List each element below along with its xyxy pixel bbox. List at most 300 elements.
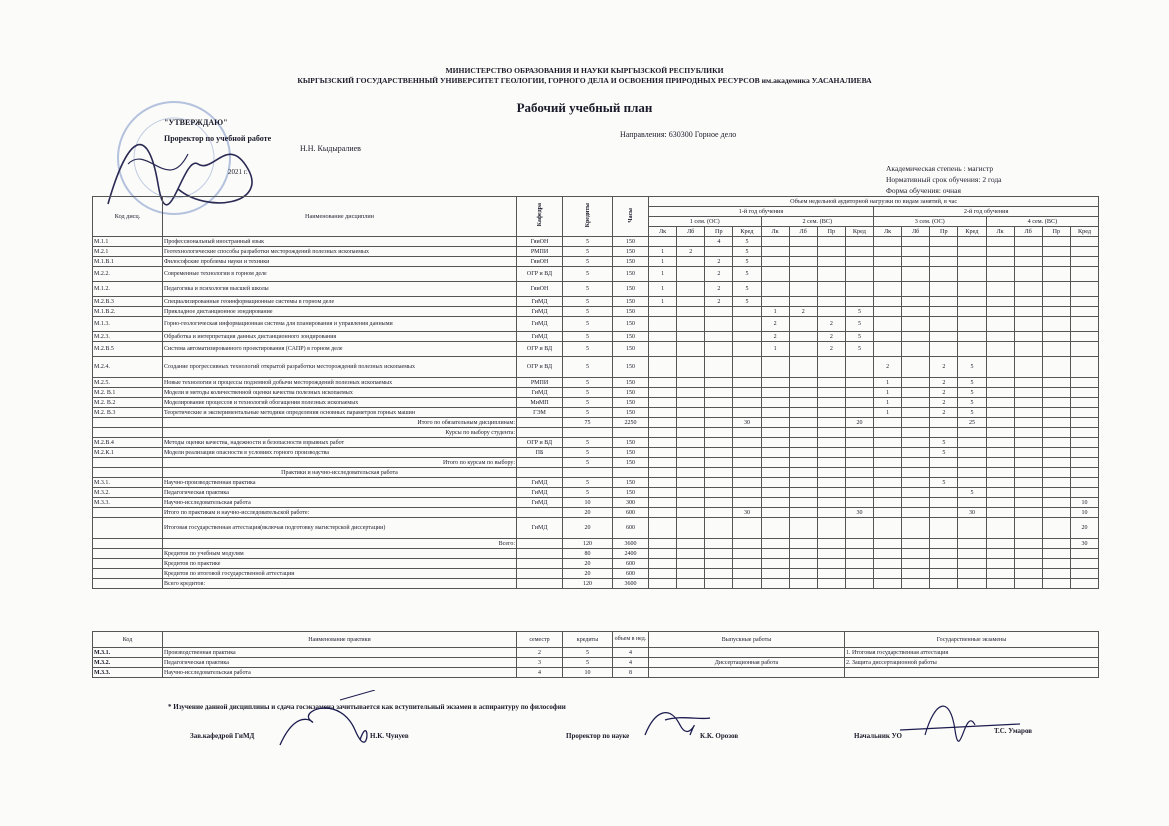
table-row bbox=[93, 342, 1099, 357]
signature-vice-rector-role: Проректор по науке bbox=[566, 732, 630, 740]
row-sem-cell bbox=[733, 468, 761, 478]
row-sem-cell bbox=[649, 488, 677, 498]
row-hours: 150 bbox=[613, 332, 649, 342]
row-dept bbox=[517, 539, 563, 549]
row-sem-cell bbox=[1070, 559, 1098, 569]
row-sem-cell bbox=[930, 579, 958, 589]
row-sem-cell bbox=[789, 247, 817, 257]
row-sem-cell: 2 bbox=[930, 378, 958, 388]
row-sem-cell bbox=[1014, 307, 1042, 317]
row-sem-cell bbox=[705, 458, 733, 468]
col-name: Наименование дисциплин bbox=[163, 197, 517, 237]
row-sem-cell bbox=[733, 438, 761, 448]
row-sem-cell bbox=[845, 458, 873, 468]
row-name: Педагогическая практика bbox=[163, 488, 517, 498]
row-sem-cell bbox=[874, 428, 902, 438]
row-sem-cell bbox=[902, 267, 930, 282]
row-label: Итого по практикам и научно-исследовательской работе: bbox=[163, 508, 517, 518]
row-sem-cell bbox=[733, 539, 761, 549]
row-sem-cell bbox=[874, 539, 902, 549]
row-name: Методы оценки качества, надежности и безопасности взрывных работ bbox=[163, 438, 517, 448]
row-sem-cell bbox=[677, 518, 705, 539]
row-sem-cell bbox=[677, 498, 705, 508]
prac-name: Педагогическая практика bbox=[163, 658, 517, 668]
table-row bbox=[93, 488, 1099, 498]
row-sem-cell bbox=[874, 549, 902, 559]
row-sem-cell bbox=[845, 488, 873, 498]
row-sem-cell: 5 bbox=[733, 267, 761, 282]
row-sem-cell bbox=[902, 458, 930, 468]
prac-sem: 2 bbox=[517, 648, 563, 658]
row-sem-cell bbox=[761, 267, 789, 282]
row-sem-cell bbox=[649, 448, 677, 458]
row-dept: ГиМД bbox=[517, 478, 563, 488]
row-sem-cell bbox=[845, 247, 873, 257]
row-sem-cell bbox=[705, 539, 733, 549]
row-sem-cell bbox=[1014, 408, 1042, 418]
row-sem-cell: 2 bbox=[930, 357, 958, 378]
row-hours: 150 bbox=[613, 317, 649, 332]
row-sem-cell bbox=[649, 398, 677, 408]
row-sem-cell bbox=[902, 398, 930, 408]
prac-credits: 5 bbox=[563, 648, 613, 658]
row-sem-cell bbox=[874, 448, 902, 458]
row-sem-cell bbox=[902, 488, 930, 498]
row-sem-cell bbox=[817, 378, 845, 388]
row-sem-cell bbox=[958, 257, 986, 267]
row-label: Итоговая государственная аттестация(включая подготовку магистерской диссертации) bbox=[163, 518, 517, 539]
row-sem-cell bbox=[1014, 388, 1042, 398]
row-sem-cell bbox=[902, 307, 930, 317]
row-sem-cell bbox=[1070, 357, 1098, 378]
col-sub-0: Лк bbox=[649, 227, 677, 237]
row-dept: ГяиОН bbox=[517, 282, 563, 297]
approval-year: 2021 г. bbox=[228, 168, 248, 176]
row-sem-cell bbox=[677, 428, 705, 438]
row-sem-cell: 1 bbox=[874, 408, 902, 418]
row-sem-cell bbox=[1014, 398, 1042, 408]
row-hours: 300 bbox=[613, 498, 649, 508]
row-sem-cell bbox=[902, 378, 930, 388]
row-sem-cell bbox=[817, 428, 845, 438]
practice-credits-row bbox=[93, 559, 1099, 569]
row-code bbox=[93, 579, 163, 589]
row-dept: РМПИ bbox=[517, 378, 563, 388]
row-dept: ОГР и ВД bbox=[517, 357, 563, 378]
row-sem-cell bbox=[902, 237, 930, 247]
row-code: М.2.В.5 bbox=[93, 342, 163, 357]
row-sem-cell bbox=[986, 237, 1014, 247]
row-sem-cell bbox=[761, 468, 789, 478]
row-sem-cell bbox=[958, 307, 986, 317]
row-sem-cell: 2 bbox=[874, 357, 902, 378]
row-sem-cell bbox=[677, 408, 705, 418]
row-sem-cell: 5 bbox=[845, 307, 873, 317]
row-credits: 20 bbox=[563, 518, 613, 539]
row-sem-cell bbox=[705, 579, 733, 589]
row-sem-cell bbox=[705, 342, 733, 357]
row-label: Курсы по выбору студента: bbox=[163, 428, 517, 438]
row-sem-cell bbox=[874, 438, 902, 448]
row-sem-cell: 5 bbox=[958, 357, 986, 378]
row-credits: 5 bbox=[563, 237, 613, 247]
row-hours: 150 bbox=[613, 458, 649, 468]
prac-volume: 4 bbox=[613, 658, 649, 668]
row-sem-cell: 4 bbox=[705, 237, 733, 247]
row-sem-cell bbox=[986, 579, 1014, 589]
row-sem-cell: 5 bbox=[958, 398, 986, 408]
row-sem-cell bbox=[649, 408, 677, 418]
row-credits: 75 bbox=[563, 418, 613, 428]
row-sem-cell bbox=[733, 488, 761, 498]
row-credits: 5 bbox=[563, 388, 613, 398]
row-credits: 5 bbox=[563, 317, 613, 332]
row-code bbox=[93, 458, 163, 468]
row-sem-cell bbox=[649, 549, 677, 559]
row-sem-cell bbox=[986, 559, 1014, 569]
table-row bbox=[93, 378, 1099, 388]
row-sem-cell bbox=[649, 418, 677, 428]
row-sem-cell bbox=[677, 342, 705, 357]
col-sub-7: Кред bbox=[845, 227, 873, 237]
row-label: Кредитов по учебным модулям bbox=[163, 549, 517, 559]
row-name: Модели и методы количественной оценки качества полезных ископаемых bbox=[163, 388, 517, 398]
table-row bbox=[93, 478, 1099, 488]
row-sem-cell bbox=[705, 498, 733, 508]
col-sub-9: Лб bbox=[902, 227, 930, 237]
row-sem-cell bbox=[1042, 549, 1070, 559]
row-sem-cell bbox=[902, 357, 930, 378]
row-sem-cell: 2 bbox=[705, 257, 733, 267]
row-credits: 5 bbox=[563, 398, 613, 408]
row-dept: ПБ bbox=[517, 448, 563, 458]
row-sem-cell bbox=[649, 428, 677, 438]
row-credits: 5 bbox=[563, 488, 613, 498]
row-sem-cell bbox=[930, 518, 958, 539]
row-sem-cell bbox=[789, 478, 817, 488]
row-sem-cell: 2 bbox=[789, 307, 817, 317]
row-sem-cell bbox=[986, 332, 1014, 342]
row-sem-cell bbox=[930, 428, 958, 438]
table-row bbox=[93, 357, 1099, 378]
row-sem-cell bbox=[761, 237, 789, 247]
signature-head-uo-name: Т.С. Умаров bbox=[994, 727, 1033, 735]
row-sem-cell bbox=[677, 458, 705, 468]
row-sem-cell bbox=[789, 378, 817, 388]
prac-exam: 1. Итоговая государственная аттестация bbox=[845, 648, 1099, 658]
row-sem-cell bbox=[1070, 468, 1098, 478]
row-sem-cell bbox=[789, 579, 817, 589]
row-sem-cell bbox=[1014, 508, 1042, 518]
row-sem-cell: 30 bbox=[733, 418, 761, 428]
row-sem-cell bbox=[1042, 468, 1070, 478]
elective-header-row bbox=[93, 428, 1099, 438]
row-sem-cell bbox=[1014, 549, 1042, 559]
row-code: М.1.2. bbox=[93, 282, 163, 297]
row-sem-cell bbox=[1042, 458, 1070, 468]
row-dept bbox=[517, 428, 563, 438]
row-sem-cell bbox=[817, 247, 845, 257]
row-sem-cell bbox=[1070, 418, 1098, 428]
row-hours: 600 bbox=[613, 569, 649, 579]
row-sem-cell: 2 bbox=[705, 297, 733, 307]
row-sem-cell bbox=[733, 549, 761, 559]
row-hours: 150 bbox=[613, 478, 649, 488]
row-sem-cell bbox=[958, 518, 986, 539]
row-sem-cell bbox=[705, 478, 733, 488]
row-sem-cell bbox=[1014, 458, 1042, 468]
col-sem4: 4 сем. (ВС) bbox=[986, 217, 1099, 227]
row-credits bbox=[563, 468, 613, 478]
row-sem-cell bbox=[789, 488, 817, 498]
row-sem-cell bbox=[761, 378, 789, 388]
col-year2: 2-й год обучения bbox=[874, 207, 1099, 217]
row-sem-cell bbox=[733, 332, 761, 342]
row-sem-cell bbox=[705, 468, 733, 478]
row-name: Научно-производственная практика bbox=[163, 478, 517, 488]
row-code bbox=[93, 418, 163, 428]
prac-col-sem: семестр bbox=[517, 632, 563, 648]
row-dept: ГЭМ bbox=[517, 408, 563, 418]
row-sem-cell bbox=[705, 508, 733, 518]
row-dept bbox=[517, 549, 563, 559]
row-sem-cell bbox=[817, 518, 845, 539]
row-sem-cell bbox=[761, 282, 789, 297]
signature-head-uo-role: Начальник УО bbox=[854, 732, 902, 740]
row-sem-cell bbox=[733, 448, 761, 458]
row-sem-cell bbox=[705, 307, 733, 317]
row-sem-cell bbox=[789, 448, 817, 458]
row-sem-cell bbox=[958, 428, 986, 438]
prac-col-volume: объем в нед. bbox=[613, 632, 649, 648]
row-sem-cell bbox=[817, 478, 845, 488]
row-sem-cell bbox=[958, 458, 986, 468]
row-sem-cell bbox=[902, 428, 930, 438]
row-label: Практики и научно-исследовательская работа bbox=[163, 468, 517, 478]
ministry-header: МИНИСТЕРСТВО ОБРАЗОВАНИЯ И НАУКИ КЫРГЫЗСКОЙ РЕСПУБЛИКИ bbox=[445, 66, 724, 75]
row-sem-cell: 30 bbox=[733, 508, 761, 518]
prac-exam: 2. Защита диссертационной работы bbox=[845, 658, 1099, 668]
row-sem-cell bbox=[1042, 388, 1070, 398]
row-sem-cell bbox=[958, 267, 986, 282]
row-sem-cell bbox=[1042, 342, 1070, 357]
row-sem-cell bbox=[1014, 282, 1042, 297]
row-hours: 600 bbox=[613, 518, 649, 539]
row-sem-cell: 5 bbox=[733, 237, 761, 247]
row-sem-cell: 1 bbox=[649, 267, 677, 282]
row-credits: 20 bbox=[563, 559, 613, 569]
row-sem-cell: 5 bbox=[733, 257, 761, 267]
row-sem-cell bbox=[1042, 267, 1070, 282]
prac-code: М.3.3. bbox=[93, 668, 163, 678]
row-sem-cell: 5 bbox=[958, 378, 986, 388]
row-sem-cell bbox=[1070, 388, 1098, 398]
row-sem-cell bbox=[930, 508, 958, 518]
row-dept: МиМП bbox=[517, 398, 563, 408]
row-code bbox=[93, 539, 163, 549]
row-sem-cell bbox=[1014, 378, 1042, 388]
row-label: Всего кредитов: bbox=[163, 579, 517, 589]
row-dept bbox=[517, 458, 563, 468]
row-sem-cell bbox=[902, 247, 930, 257]
row-dept: ГиМД bbox=[517, 307, 563, 317]
row-dept: ОГР и ВД bbox=[517, 438, 563, 448]
row-name: Философские проблемы науки и техники bbox=[163, 257, 517, 267]
row-sem-cell: 2 bbox=[930, 388, 958, 398]
row-hours: 150 bbox=[613, 282, 649, 297]
row-sem-cell bbox=[817, 357, 845, 378]
row-sem-cell bbox=[845, 428, 873, 438]
row-hours bbox=[613, 428, 649, 438]
row-code: М.2.3. bbox=[93, 332, 163, 342]
row-sem-cell bbox=[733, 408, 761, 418]
row-sem-cell bbox=[705, 317, 733, 332]
row-sem-cell bbox=[733, 458, 761, 468]
row-sem-cell bbox=[1042, 488, 1070, 498]
row-sem-cell bbox=[705, 332, 733, 342]
row-name: Специализированные геоинформационные системы в горном деле bbox=[163, 297, 517, 307]
row-sem-cell bbox=[874, 498, 902, 508]
row-sem-cell bbox=[789, 237, 817, 247]
row-sem-cell bbox=[902, 438, 930, 448]
row-sem-cell bbox=[817, 458, 845, 468]
row-label: Кредитов по практике bbox=[163, 559, 517, 569]
row-sem-cell bbox=[986, 438, 1014, 448]
row-sem-cell bbox=[733, 478, 761, 488]
row-sem-cell bbox=[845, 498, 873, 508]
row-hours: 150 bbox=[613, 237, 649, 247]
table-row bbox=[93, 668, 1099, 678]
row-code: М.2.1 bbox=[93, 247, 163, 257]
row-sem-cell: 5 bbox=[733, 247, 761, 257]
row-sem-cell bbox=[958, 438, 986, 448]
row-code: М.1.3. bbox=[93, 317, 163, 332]
row-sem-cell bbox=[817, 398, 845, 408]
row-sem-cell: 25 bbox=[958, 418, 986, 428]
row-sem-cell bbox=[1070, 237, 1098, 247]
row-sem-cell bbox=[986, 468, 1014, 478]
row-name: Теоретические и экспериментальные методики определения основных параметров горных машин bbox=[163, 408, 517, 418]
table-row bbox=[93, 408, 1099, 418]
row-sem-cell bbox=[817, 257, 845, 267]
prac-volume: 8 bbox=[613, 668, 649, 678]
row-sem-cell bbox=[1070, 398, 1098, 408]
row-sem-cell bbox=[789, 549, 817, 559]
row-sem-cell bbox=[902, 257, 930, 267]
row-sem-cell bbox=[789, 438, 817, 448]
row-sem-cell: 1 bbox=[761, 342, 789, 357]
row-dept: ГяиОН bbox=[517, 237, 563, 247]
university-header: КЫРГЫЗСКИЙ ГОСУДАРСТВЕННЫЙ УНИВЕРСИТЕТ ГЕОЛОГИИ, ГОРНОГО ДЕЛА И ОСВОЕНИЯ ПРИРОДНЫХ РЕСУРСОВ им.академика У.АСАНАЛИЕВА bbox=[297, 76, 872, 85]
row-sem-cell bbox=[677, 317, 705, 332]
row-sem-cell bbox=[761, 488, 789, 498]
row-dept bbox=[517, 579, 563, 589]
row-label: Кредитов по итоговой государственной аттестации bbox=[163, 569, 517, 579]
row-sem-cell bbox=[1042, 418, 1070, 428]
row-sem-cell bbox=[958, 498, 986, 508]
row-sem-cell bbox=[986, 307, 1014, 317]
row-sem-cell bbox=[733, 357, 761, 378]
row-sem-cell bbox=[1042, 579, 1070, 589]
grand-total-row bbox=[93, 579, 1099, 589]
row-sem-cell bbox=[1014, 559, 1042, 569]
row-hours: 150 bbox=[613, 488, 649, 498]
row-sem-cell bbox=[930, 247, 958, 257]
col-sub-6: Пр bbox=[817, 227, 845, 237]
col-sub-10: Пр bbox=[930, 227, 958, 237]
row-sem-cell bbox=[789, 498, 817, 508]
row-sem-cell bbox=[958, 247, 986, 257]
row-sem-cell bbox=[874, 518, 902, 539]
table-row bbox=[93, 388, 1099, 398]
row-hours: 2400 bbox=[613, 549, 649, 559]
row-sem-cell: 5 bbox=[845, 317, 873, 332]
row-sem-cell bbox=[845, 297, 873, 307]
row-sem-cell bbox=[1014, 342, 1042, 357]
row-sem-cell bbox=[761, 498, 789, 508]
row-code bbox=[93, 468, 163, 478]
row-sem-cell bbox=[649, 468, 677, 478]
row-sem-cell bbox=[986, 257, 1014, 267]
row-sem-cell bbox=[677, 539, 705, 549]
row-sem-cell bbox=[874, 247, 902, 257]
row-sem-cell bbox=[789, 398, 817, 408]
row-sem-cell bbox=[874, 508, 902, 518]
row-sem-cell bbox=[902, 468, 930, 478]
row-sem-cell: 30 bbox=[1070, 539, 1098, 549]
row-dept: ГиМД bbox=[517, 488, 563, 498]
row-sem-cell bbox=[733, 342, 761, 357]
row-sem-cell bbox=[874, 237, 902, 247]
col-sub-13: Лб bbox=[1014, 227, 1042, 237]
row-sem-cell bbox=[705, 488, 733, 498]
row-sem-cell bbox=[902, 448, 930, 458]
row-sem-cell bbox=[1014, 448, 1042, 458]
row-sem-cell bbox=[705, 388, 733, 398]
table-row bbox=[93, 658, 1099, 668]
row-sem-cell: 2 bbox=[817, 317, 845, 332]
prac-name: Научно-исследовательская работа bbox=[163, 668, 517, 678]
row-sem-cell bbox=[845, 408, 873, 418]
row-sem-cell bbox=[1042, 518, 1070, 539]
row-sem-cell: 30 bbox=[958, 508, 986, 518]
row-sem-cell bbox=[649, 569, 677, 579]
table-row bbox=[93, 247, 1099, 257]
row-sem-cell bbox=[1070, 458, 1098, 468]
row-sem-cell bbox=[902, 388, 930, 398]
row-dept bbox=[517, 468, 563, 478]
row-sem-cell bbox=[705, 569, 733, 579]
module-credits-row bbox=[93, 549, 1099, 559]
row-sem-cell bbox=[930, 569, 958, 579]
col-sub-3: Кред bbox=[733, 227, 761, 237]
row-sem-cell bbox=[958, 478, 986, 488]
row-credits: 5 bbox=[563, 408, 613, 418]
row-hours: 3600 bbox=[613, 579, 649, 589]
row-name: Геотехнологические способы разработки месторождений полезных ископаемых bbox=[163, 247, 517, 257]
row-code: М.2.В.4 bbox=[93, 438, 163, 448]
row-credits: 5 bbox=[563, 342, 613, 357]
table-row bbox=[93, 237, 1099, 247]
row-sem-cell bbox=[902, 478, 930, 488]
row-sem-cell: 30 bbox=[845, 508, 873, 518]
row-hours: 150 bbox=[613, 408, 649, 418]
row-sem-cell bbox=[789, 559, 817, 569]
row-sem-cell bbox=[817, 418, 845, 428]
row-sem-cell bbox=[845, 569, 873, 579]
row-sem-cell bbox=[930, 549, 958, 559]
row-sem-cell bbox=[789, 357, 817, 378]
